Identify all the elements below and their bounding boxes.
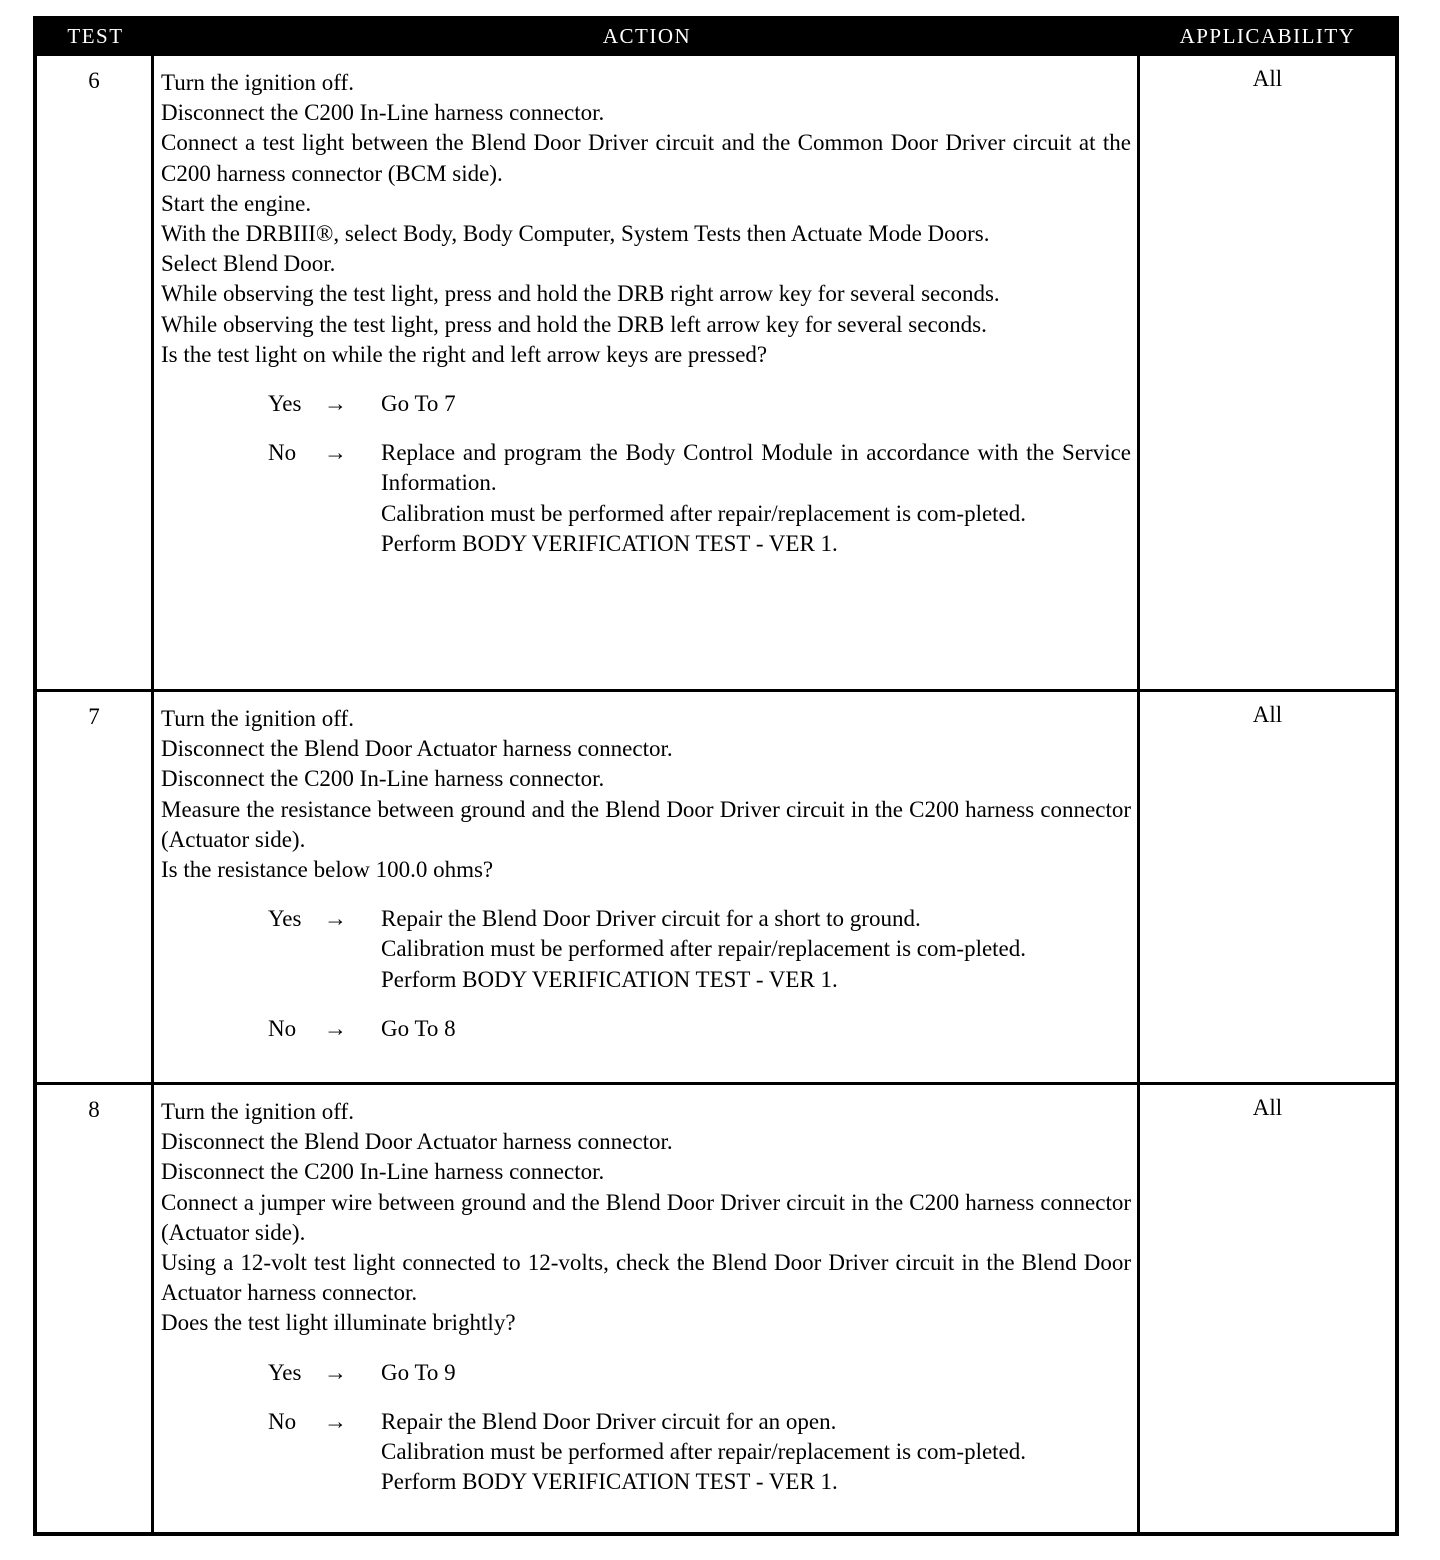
answer-label: No — [268, 440, 297, 466]
arrow-icon: → — [324, 1408, 347, 1434]
outcome-no — [161, 1014, 1131, 1044]
outcome-result — [381, 1014, 1131, 1044]
step-text: Turn the ignition off. — [161, 1099, 354, 1124]
answer-label: Yes — [268, 391, 302, 417]
step-text: Turn the ignition off. — [161, 70, 354, 95]
test-number: 7 — [37, 692, 154, 1082]
outcome-no — [161, 438, 1131, 559]
step-text: Connect a test light between the Blend Door Driver circuit and the Common Door Driver circuit at the C200 harness connector (BCM side). — [161, 130, 1131, 186]
outcome-yes — [161, 389, 1131, 419]
result-text: Calibration must be performed after repair/replacement is com-pleted. — [381, 1439, 1027, 1465]
step-text: Using a 12-volt test light connected to 12-volts, check the Blend Door Driver circuit in the Blend Door Actuator harness connector. — [161, 1250, 1131, 1306]
result-text: Perform BODY VERIFICATION TEST - VER 1. — [381, 1469, 838, 1495]
answer-label: No — [268, 1015, 297, 1041]
outcome-result — [381, 904, 1131, 995]
result-text: Calibration must be performed after repair/replacement is com-pleted. — [381, 936, 1027, 962]
step-text: While observing the test light, press and hold the DRB left arrow key for several seconds. — [161, 311, 987, 337]
header-applicability: APPLICABILITY — [1179, 23, 1356, 48]
step-text: With the DRBIII®, select Body, Body Computer, System Tests then Actuate Mode Doors. — [161, 221, 990, 247]
step-text: Turn the ignition off. — [161, 706, 354, 731]
table-row — [37, 56, 1395, 689]
step-text: Disconnect the C200 In-Line harness connector. — [161, 1159, 605, 1185]
outcome-yes — [161, 1358, 1131, 1388]
applicability-cell: All — [1252, 702, 1283, 727]
action-cell — [154, 1085, 1140, 1532]
step-text: Connect a jumper wire between ground and the Blend Door Driver circuit in the C200 harness connector (Actuator side). — [161, 1189, 1131, 1245]
action-cell — [154, 692, 1140, 1082]
test-number: 6 — [37, 56, 154, 689]
applicability-cell: All — [1252, 66, 1283, 91]
result-text: Repair the Blend Door Driver circuit for a short to ground. — [381, 906, 921, 932]
test-number: 8 — [37, 1085, 154, 1532]
step-text: Disconnect the C200 In-Line harness connector. — [161, 766, 605, 792]
step-text: Is the resistance below 100.0 ohms? — [161, 857, 494, 883]
result-text: Perform BODY VERIFICATION TEST - VER 1. — [381, 530, 838, 556]
arrow-icon: → — [324, 906, 347, 932]
outcome-result — [381, 1407, 1131, 1498]
result-text: Repair the Blend Door Driver circuit for an open. — [381, 1408, 837, 1434]
arrow-icon: → — [324, 391, 347, 417]
answer-label: Yes — [268, 1359, 302, 1385]
diagnostic-test-table — [33, 16, 1399, 1536]
outcome-result — [381, 1358, 1131, 1388]
outcome-result — [381, 389, 1131, 419]
table-row — [37, 689, 1395, 1082]
result-text: Replace and program the Body Control Module in accordance with the Service Information. — [381, 440, 1131, 496]
step-text: Start the engine. — [161, 190, 312, 216]
step-text: Disconnect the Blend Door Actuator harness connector. — [161, 1129, 673, 1155]
outcome-result — [381, 438, 1131, 559]
result-text: Go To 8 — [381, 1015, 456, 1041]
applicability-cell: All — [1252, 1095, 1283, 1120]
header-test: TEST — [67, 23, 124, 48]
step-text: Is the test light on while the right and left arrow keys are pressed? — [161, 341, 768, 367]
step-text: While observing the test light, press and hold the DRB right arrow key for several seconds. — [161, 281, 1000, 307]
result-text: Go To 7 — [381, 391, 456, 417]
step-text: Disconnect the C200 In-Line harness connector. — [161, 100, 605, 126]
result-text: Perform BODY VERIFICATION TEST - VER 1. — [381, 966, 838, 992]
step-text: Measure the resistance between ground and the Blend Door Driver circuit in the C200 harness connector (Actuator side). — [161, 796, 1131, 852]
step-text: Select Blend Door. — [161, 251, 336, 277]
arrow-icon: → — [324, 1359, 347, 1385]
answer-label: Yes — [268, 906, 302, 932]
header-action: ACTION — [602, 23, 692, 48]
outcome-yes — [161, 904, 1131, 995]
outcome-no — [161, 1407, 1131, 1498]
action-cell — [154, 56, 1140, 689]
step-text: Disconnect the Blend Door Actuator harness connector. — [161, 736, 673, 762]
table-header — [37, 16, 1395, 56]
arrow-icon: → — [324, 1015, 347, 1041]
result-text: Calibration must be performed after repair/replacement is com-pleted. — [381, 500, 1027, 526]
answer-label: No — [268, 1408, 297, 1434]
table-row — [37, 1082, 1395, 1532]
step-text: Does the test light illuminate brightly? — [161, 1310, 516, 1336]
result-text: Go To 9 — [381, 1359, 456, 1385]
arrow-icon: → — [324, 440, 347, 466]
